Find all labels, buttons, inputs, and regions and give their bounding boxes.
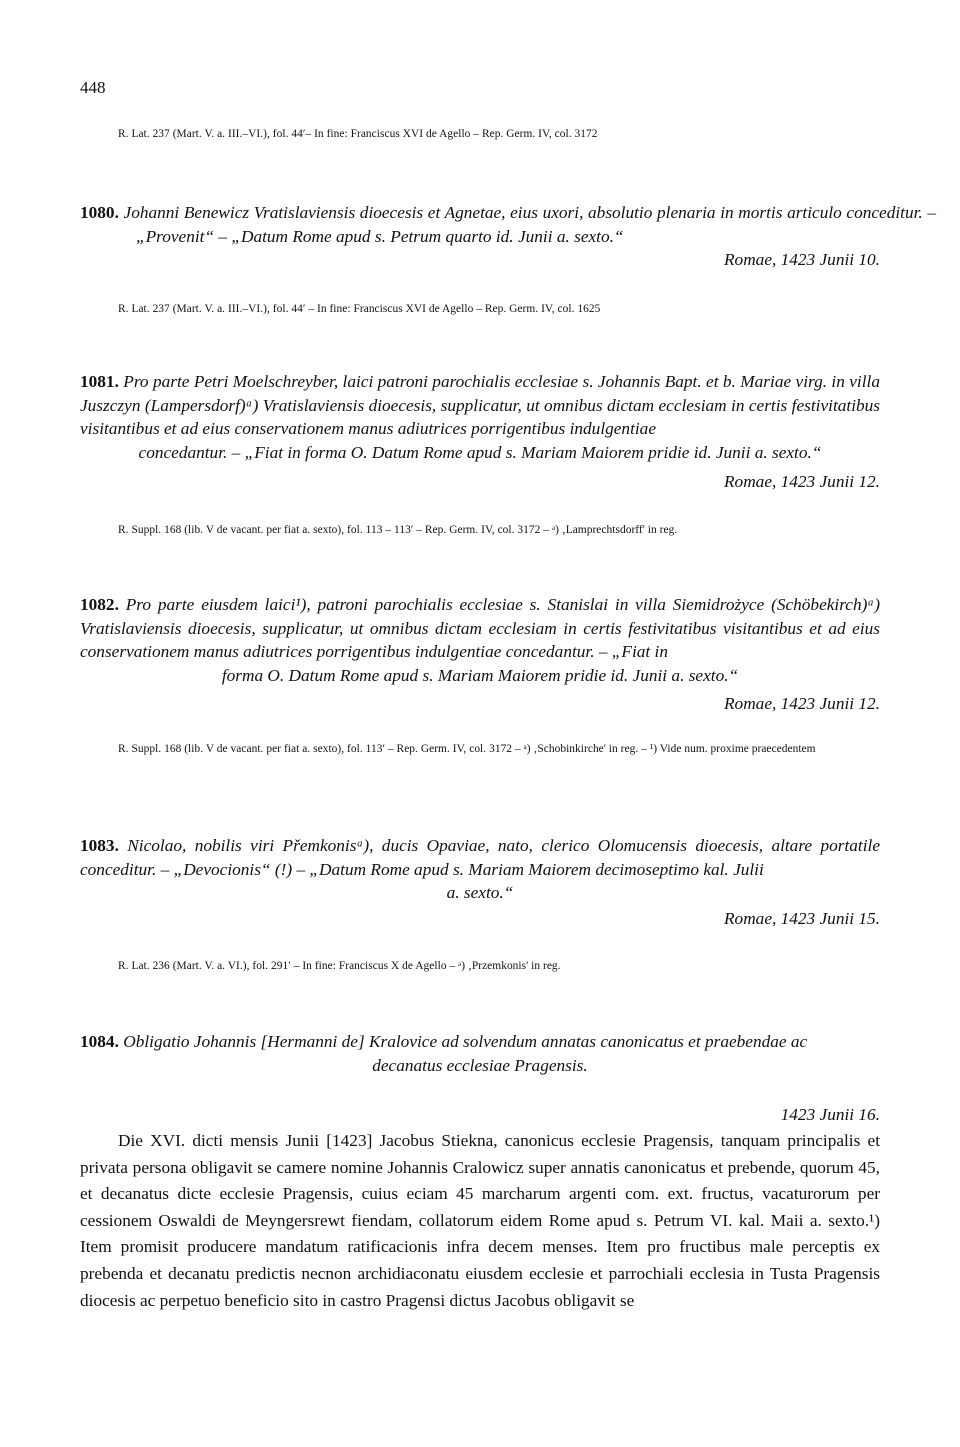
entry-date-1083: Romae, 1423 Junii 15. [724, 909, 880, 928]
entry-number: 1080. [80, 203, 119, 222]
entry-date-1081: Romae, 1423 Junii 12. [724, 472, 880, 491]
entry-number: 1083. [80, 836, 119, 855]
entry-text: Pro parte Petri Moelschreyber, laici patroni parochialis ecclesiae s. Johannis Bapt. et b. Mariae virg. in villa Juszczyn (Lampersdorf)ᵃ) Vratislaviensis dioecesis, supplicatur, ut omnibus dictam ecclesiam in certis festivitatibus visitantibus et ad eius conservationem manus adiutrices porrigentibus indulgentiae [80, 372, 880, 438]
entry-text: Obligatio Johannis [Hermanni de] Kralovice ad solvendum annatas canonicatus et praebendae ac [123, 1032, 808, 1051]
source-note-1082: R. Suppl. 168 (lib. V de vacant. per fiat a. sexto), fol. 113′ – Rep. Germ. IV, col. 3172 – ᵃ) ‚Schobinkirche' in reg. – ¹) Vide num. proxime praecedentem [118, 743, 816, 755]
entry-1084 [80, 1030, 880, 1077]
entry-text-centered: forma O. Datum Rome apud s. Mariam Maiorem pridie id. Junii a. sexto.“ [221, 665, 739, 685]
source-note-1081: R. Suppl. 168 (lib. V de vacant. per fiat a. sexto), fol. 113 – 113′ – Rep. Germ. IV, col. 3172 – ᵃ) ‚Lamprechtsdorff' in reg. [118, 524, 678, 536]
entry-text: Pro parte eiusdem laici¹), patroni parochialis ecclesiae s. Stanislai in villa Siemidrożyce (Schöbekirch)ᵃ) Vratislaviensis dioecesis, supplicatur, ut omnibus dictam ecclesiam in certis festivitatibus visitantibus et ad eius conservationem manus adiutrices porrigentibus indulgentiae concedantur. – „Fiat in [80, 595, 881, 661]
entry-1080 [80, 201, 936, 248]
entry-number: 1081. [80, 372, 119, 391]
entry-text: Johanni Benewicz Vratislaviensis dioecesis et Agnetae, eius uxori, absolutio plenaria in mortis articulo conceditur. – „Provenit“ – „Datum Rome apud s. Petrum quarto id. Junii a. sexto.“ [123, 203, 936, 246]
entry-1083 [80, 834, 880, 905]
entry-number: 1082. [80, 595, 119, 614]
body-paragraph: Die XVI. dicti mensis Junii [1423] Jacobus Stiekna, canonicus ecclesie Pragensis, tanquam principalis et privata persona obligavit se camere nomine Johannis Cralowicz super annatis canonicatus et prebende, quorum 45, et decanatus dicte ecclesie Pragensis, cuius eciam 45 marcharum argenti com. ext. fructus, vacaturorum per cessionem Oswaldi de Meyngersrewt fiendam, collatorum eidem Rome apud s. Petrum VI. kal. Maii a. sexto.¹) Item promisit producere mandatum ratificacionis infra decem menses. Item pro fructibus male perceptis ex prebenda et decanatu predictis necnon archidiaconatu eiusdem ecclesie et parrochiali ecclesia in Tusta Pragensis diocesis ac perpetuo beneficio sito in castro Pragensi dictus Jacobus obligavit se [80, 1131, 880, 1310]
entry-text: Nicolao, nobilis viri Přemkonisᵃ), ducis Opaviae, nato, clerico Olomucensis dioecesis, altare portatile conceditur. – „Devocionis“ (!) – „Datum Rome apud s. Mariam Maiorem decimoseptimo kal. Julii [80, 836, 880, 879]
entry-number: 1084. [80, 1032, 119, 1051]
entry-date-1080: Romae, 1423 Junii 10. [724, 250, 880, 269]
page-number: 448 [80, 78, 106, 97]
entry-text-centered: decanatus ecclesiae Pragensis. [372, 1055, 588, 1075]
source-note-1083: R. Lat. 236 (Mart. V. a. VI.), fol. 291′ – In fine: Franciscus X de Agello – ᵃ) ‚Przemkonis' in reg. [118, 960, 561, 972]
entry-1082 [80, 593, 880, 687]
entry-text-centered: concedantur. – „Fiat in forma O. Datum Rome apud s. Mariam Maiorem pridie id. Junii a. sexto.“ [138, 442, 822, 462]
entry-text-centered: a. sexto.“ [446, 883, 514, 902]
source-note-1079: R. Lat. 237 (Mart. V. a. III.–VI.), fol. 44′– In fine: Franciscus XVI de Agello – Rep. Germ. IV, col. 3172 [118, 128, 598, 140]
entry-date-1082: Romae, 1423 Junii 12. [724, 694, 880, 713]
entry-date-1084: 1423 Junii 16. [780, 1105, 880, 1124]
entry-1081 [80, 370, 880, 464]
source-note-1080: R. Lat. 237 (Mart. V. a. III.–VI.), fol. 44′ – In fine: Franciscus XVI de Agello – Rep. Germ. IV, col. 1625 [118, 303, 601, 315]
